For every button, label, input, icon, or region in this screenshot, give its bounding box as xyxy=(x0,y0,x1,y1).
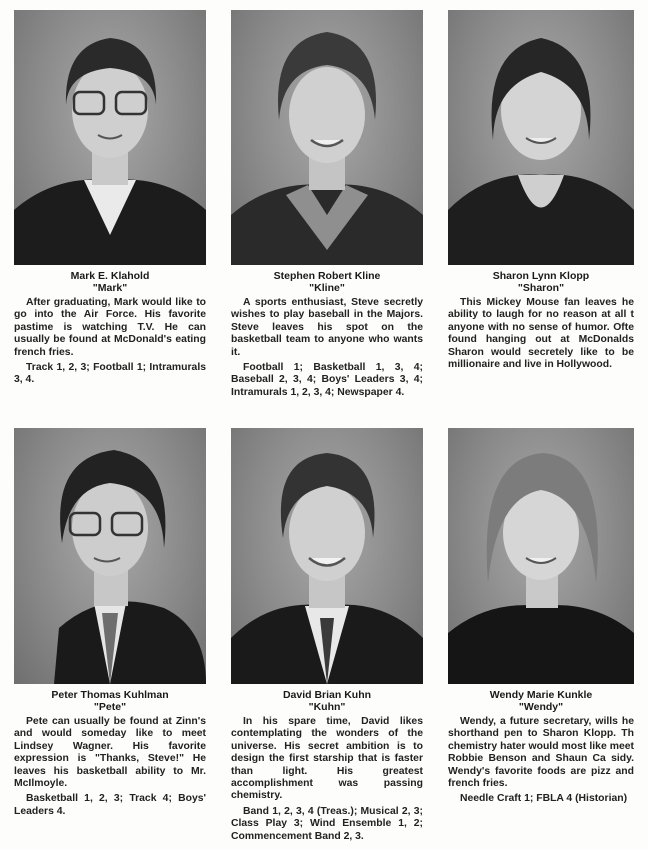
portrait-photo xyxy=(231,428,423,684)
student-card-kline xyxy=(231,10,423,399)
student-name: Sharon Lynn Klopp xyxy=(492,270,590,282)
student-name: Peter Thomas Kuhlman xyxy=(51,689,169,701)
portrait-illustration xyxy=(448,428,634,684)
student-bio: This Mickey Mouse fan leaves he ability to laugh for no reason at all t anyone with no sense of humor. Ofte found hanging out at McDonalds Sharon would secretely like to be millionaire and live in Hollywood. xyxy=(448,297,634,371)
portrait-photo xyxy=(448,428,634,684)
student-nickname: "Mark" xyxy=(92,282,128,294)
student-name: David Brian Kuhn xyxy=(282,689,372,701)
student-card-kuhlman xyxy=(14,428,206,818)
portrait-photo xyxy=(231,10,423,265)
portrait-illustration xyxy=(14,428,206,684)
student-bio: A sports enthusiast, Steve secretly wishes to play baseball in the Majors. Steve leaves his spot on the basketball team to anyone who wants it. xyxy=(231,297,423,358)
portrait-photo xyxy=(14,428,206,684)
student-activities: Needle Craft 1; FBLA 4 (Historian) xyxy=(460,793,628,805)
portrait-photo xyxy=(448,10,634,265)
student-name: Mark E. Klahold xyxy=(70,270,150,282)
student-name: Wendy Marie Kunkle xyxy=(489,689,593,701)
student-bio: Pete can usually be found at Zinn's and would someday like to meet Lindsey Wagner. His favorite expression is "Thanks, Steve!" He leaves his basketball ability to Mr. McIlmoyle. xyxy=(14,716,206,790)
student-card-kunkle xyxy=(448,428,634,806)
portrait-illustration xyxy=(448,10,634,265)
portrait-illustration xyxy=(231,10,423,265)
portrait-illustration xyxy=(231,428,423,684)
portrait-photo xyxy=(14,10,206,265)
student-card-kuhn xyxy=(231,428,423,843)
student-nickname: "Pete" xyxy=(93,701,127,713)
student-nickname: "Kuhn" xyxy=(308,701,346,713)
student-activities: Track 1, 2, 3; Football 1; Intramurals 3, 4. xyxy=(14,362,206,386)
student-nickname: "Kline" xyxy=(309,282,345,294)
student-nickname: "Sharon" xyxy=(517,282,565,294)
student-activities: Football 1; Basketball 1, 3, 4; Baseball 2, 3, 4; Boys' Leaders 3, 4; Intramurals 1, 2, 3, 4; Newspaper 4. xyxy=(231,362,423,398)
student-name: Stephen Robert Kline xyxy=(273,270,381,282)
student-activities: Basketball 1, 2, 3; Track 4; Boys' Leaders 4. xyxy=(14,793,206,817)
student-card-klahold xyxy=(14,10,206,387)
portrait-illustration xyxy=(14,10,206,265)
student-bio: Wendy, a future secretary, wills he shorthand pen to Sharon Klopp. Th chemistry hater would most like meet Robbie Benson and Shaun Ca sidy. Wendy's favorite foods are pizz and french fries. xyxy=(448,716,634,790)
student-bio: In his spare time, David likes contemplating the wonders of the universe. His secret ambition is to design the first starship that is faster than light. His greatest accomplishment was passing chemistry. xyxy=(231,716,423,802)
student-nickname: "Wendy" xyxy=(518,701,564,713)
student-activities: Band 1, 2, 3, 4 (Treas.); Musical 2, 3; Class Play 3; Wind Ensemble 1, 2; Commencement Band 2, 3. xyxy=(231,805,423,842)
student-bio: After graduating, Mark would like to go into the Air Force. His favorite pastime is watching T.V. He can usually be found at McDonald's eating french fries. xyxy=(14,297,206,358)
student-card-klopp xyxy=(448,10,634,371)
